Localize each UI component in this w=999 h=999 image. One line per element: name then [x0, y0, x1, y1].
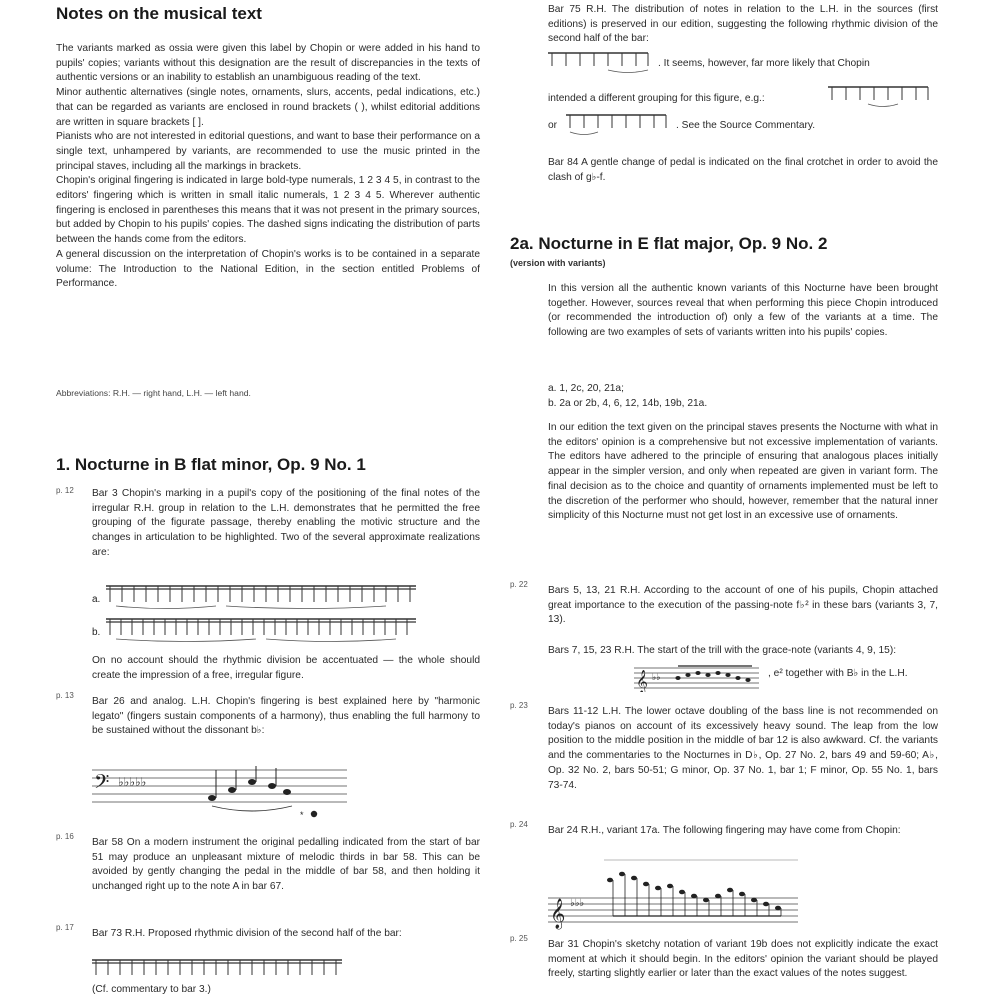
section-2a-subtitle: (version with variants)	[510, 258, 606, 268]
intro-paragraph-4: Chopin's original fingering is indicated in large bold-type numerals, 1 2 3 4 5, in contrast to the editors' fingering which is written in small italic numerals, 1 2 3 4 5. Wherever authentic fingering is enclosed in parentheses this means that it was not present in the primary sources, but added by Chopin to his pupils' copies. The dashed signs indicating the distribution of parts between the hands come from the editors.	[56, 175, 480, 246]
bar26-note: Bar 26 and analog. L.H. Chopin's fingering is best explained here by "harmonic legato" (fingers sustain components of a harmony), thus enabling the full harmony to be sustained without the dissonant b♭:	[92, 696, 480, 737]
bar75-rhythm-c	[566, 112, 676, 138]
trill-grace-note-notation	[634, 662, 764, 692]
bar73-note: Bar 73 R.H. Proposed rhythmic division of the second half of the bar:	[92, 928, 402, 939]
bars-7-15-23-note-b: , e² together with B♭ in the L.H.	[768, 668, 908, 679]
svg-text:𝄞: 𝄞	[550, 899, 566, 929]
svg-text:♭♭♭: ♭♭♭	[570, 898, 585, 909]
page-ref-23: p. 23	[510, 701, 528, 710]
svg-text:♭♭: ♭♭	[652, 673, 661, 683]
section-2a-title: 2a. Nocturne in E flat major, Op. 9 No. 2	[510, 234, 828, 253]
intro-text	[56, 42, 480, 292]
svg-text:♭♭♭♭♭: ♭♭♭♭♭	[118, 775, 147, 789]
intro-paragraph-5: A general discussion on the interpretation of Chopin's works is to be contained in a separate volume: The Introduction to the National Edition, in the section entitled Problems of Performance.	[56, 248, 480, 290]
bar75-rhythm-b	[828, 84, 938, 110]
page-ref-24: p. 24	[510, 820, 528, 829]
page-ref-22: p. 22	[510, 580, 528, 589]
page-ref-12: p. 12	[56, 486, 74, 495]
bars-5-13-21-note: Bars 5, 13, 21 R.H. According to the account of one of his pupils, Chopin attached great importance to the execution of the passing-note f♭² in these bars (variants 3, 7, 13).	[548, 585, 938, 626]
bar31-note: Bar 31 Chopin's sketchy notation of variant 19b does not explicitly indicate the exact moment at which it should begin. In the editors' opinion the variant should be played freely, starting slightly earlier or later than the exact values of the notes suggest.	[548, 939, 938, 980]
bars-11-12-note: Bars 11-12 L.H. The lower octave doubling of the bass line is not recommended on today's pianos on account of its excessively heavy sound. The leap from the low position to the middle position in the middle of bar 12 is also awkward. Cf. the variants and the commentaries to the Nocturnes in D♭, Op. 27 No. 2, bars 49 and 59-60; A♭, Op. 32 No. 2, bars 50-51; G minor, Op. 37 No. 1, bar 1; F minor, Op. 55 No. 1, bars 73-74.	[548, 706, 938, 791]
bar24-note: Bar 24 R.H., variant 17a. The following fingering may have come from Chopin:	[548, 825, 901, 836]
variant-set-b: b. 2a or 2b, 4, 6, 12, 14b, 19b, 21a.	[548, 398, 708, 409]
bar75-note-b: . It seems, however, far more likely that Chopin	[658, 58, 870, 69]
page-ref-17: p. 17	[56, 923, 74, 932]
svg-text:𝄢: 𝄢	[94, 770, 110, 798]
abbreviations-note: Abbreviations: R.H. — right hand, L.H. — left hand.	[56, 388, 251, 398]
bar75-note: Bar 75 R.H. The distribution of notes in relation to the L.H. in the sources (first editions) is preserved in our edition, suggesting the following rhythmic division of the second half of the bar:	[548, 4, 938, 45]
notes-heading: Notes on the musical text	[56, 4, 262, 23]
page-ref-13: p. 13	[56, 691, 74, 700]
variant-set-a: a. 1, 2c, 20, 21a;	[548, 383, 624, 394]
bar3-note: Bar 3 Chopin's marking in a pupil's copy of the positioning of the final notes of the irregular R.H. group in relation to the L.H. demonstrates that he permitted the free grouping of the figurate passage, thereby enabling the motivic structure and the changes in articulation to be highlighted. Two of the several approximate realizations are:	[92, 488, 480, 558]
bar24-fingering-staff	[548, 856, 828, 930]
intro-paragraph-2: Minor authentic alternatives (single notes, ornaments, slurs, accents, pedal indications, etc.) that can be regarded as variants are enclosed in round brackets ( ), whilst editorial additions are written in square brackets [ ].	[56, 87, 480, 128]
realization-b-label: b.	[92, 627, 101, 638]
bar73-rhythm-notation	[92, 957, 352, 981]
page-ref-16: p. 16	[56, 832, 74, 841]
bar75-source-ref: . See the Source Commentary.	[676, 120, 816, 131]
bar3-note-conclusion: On no account should the rhythmic division be accentuated — the whole should create the impression of a free, irregular figure.	[92, 655, 480, 681]
svg-text:*: *	[300, 810, 304, 820]
intro-paragraph-1: The variants marked as ossia were given this label by Chopin or were added in his hand to pupils' copies; variants without this designation are the result of discrepancies in the texts of authentic versions or an inability to establish an unambiguous reading of the text.	[56, 43, 480, 84]
page-ref-25: p. 25	[510, 934, 528, 943]
section-2a-principles: In our edition the text given on the principal staves presents the Nocturne with what in the editors' opinion is a comprehensive but not excessive implementation of variants. The editors have adhered to the principle of ensuring that analogous places initially appear in the simpler version, and only when repeated are given in variant form. The final decision as to the choice and quantity of ornaments implemented must be left to the discretion of the performer who should, however, remember that the natural inner simplicity of this Nocturne must not get lost in an excessive use of ornaments.	[548, 422, 938, 522]
bar75-rhythm-a	[548, 50, 658, 76]
bar58-note: Bar 58 On a modern instrument the original pedalling indicated from the start of bar 51 may produce an unpleasant mixture of melodic thirds in bar 58. This can be avoided by gently changing the pedal in the middle of bar 58, and then holding it unchanged right up to the note A in bar 67.	[92, 837, 480, 893]
bar84-note: Bar 84 A gentle change of pedal is indicated on the final crotchet in order to avoid the clash of g♭-f.	[548, 157, 938, 183]
harmonic-legato-staff	[92, 762, 352, 824]
bar75-or: or	[548, 120, 558, 131]
section-1-title: 1. Nocturne in B flat minor, Op. 9 No. 1	[56, 455, 366, 474]
realization-a-label: a.	[92, 594, 101, 605]
bar75-note-c: intended a different grouping for this figure, e.g.:	[548, 93, 765, 104]
intro-paragraph-3: Pianists who are not interested in editorial questions, and want to base their performance on a single text, unhampered by variants, are recommended to use the music printed in the principal staves, including all the markings in brackets.	[56, 131, 480, 172]
bar73-cf-note: (Cf. commentary to bar 3.)	[92, 984, 211, 995]
realization-a-notation	[106, 582, 426, 612]
bars-7-15-23-note: Bars 7, 15, 23 R.H. The start of the trill with the grace-note (variants 4, 9, 15):	[548, 645, 897, 656]
section-2a-intro: In this version all the authentic known variants of this Nocturne have been brought together. However, sources reveal that when performing this piece Chopin introduced (or recommended the introduction of) only a few of the variants at a time. The following are two examples of sets of variants written into his pupils' copies.	[548, 283, 938, 339]
svg-text:𝄞: 𝄞	[636, 669, 648, 692]
realization-b-notation	[106, 615, 426, 645]
